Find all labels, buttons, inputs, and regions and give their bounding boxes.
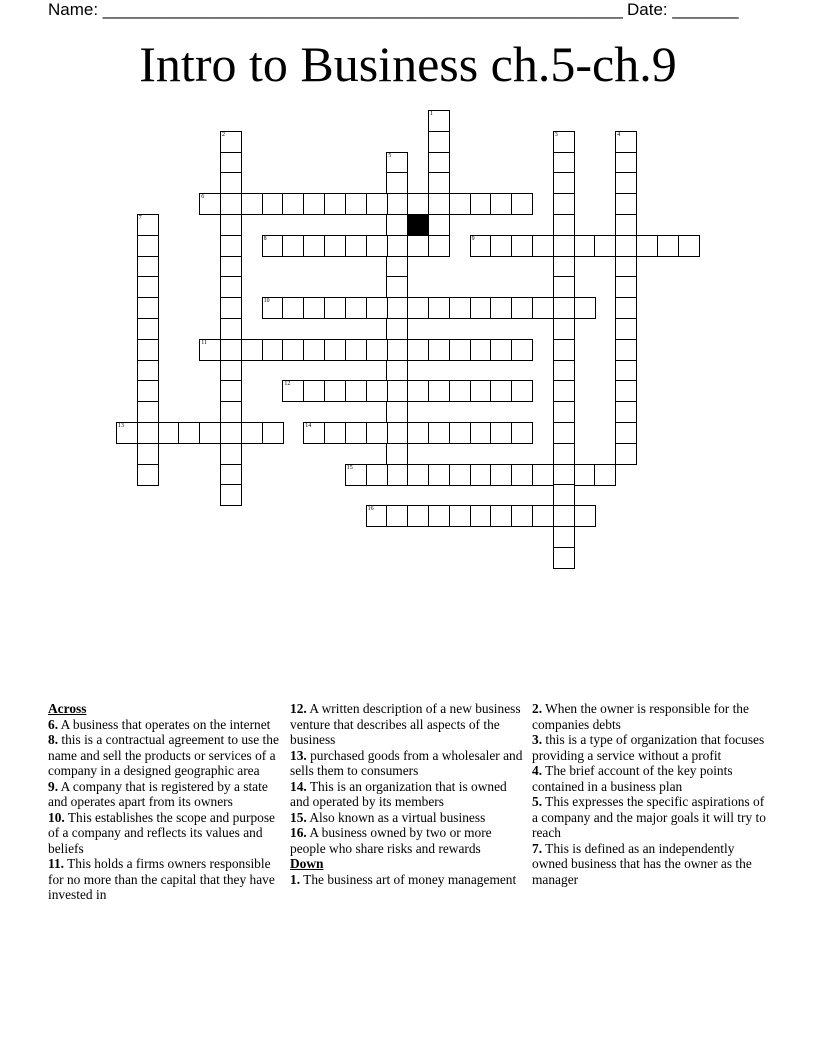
crossword-cell[interactable] [553,276,575,298]
across-heading: Across [48,701,87,716]
crossword-cell[interactable] [428,380,450,402]
crossword-cell[interactable] [490,380,512,402]
down-heading: Down [290,856,324,871]
clue-number: 1 [430,111,433,117]
clue-number: 6 [201,194,205,201]
crossword-cell[interactable] [137,360,159,382]
crossword-cell[interactable] [449,297,471,319]
clue-number: 7 [138,215,142,221]
crossword-cell[interactable] [282,193,304,215]
crossword-cell[interactable] [449,505,471,527]
crossword-cell[interactable] [345,193,367,215]
crossword-cell[interactable] [220,152,242,174]
crossword-cell[interactable] [511,464,533,486]
crossword-cell[interactable] [615,422,637,444]
crossword-cell[interactable] [282,380,304,402]
crossword-cell[interactable] [366,297,388,319]
crossword-cell[interactable] [262,339,284,361]
crossword-cell[interactable] [366,464,388,486]
clue-across-15: 15. Also known as a virtual business [290,809,486,825]
crossword-cell[interactable] [137,443,159,465]
crossword-cell[interactable] [241,339,263,361]
crossword-cell[interactable] [137,339,159,361]
crossword-cell[interactable] [386,193,408,215]
crossword-cell[interactable] [428,422,450,444]
clue-down-6: 7. This is defined as an independently owned business that has the owner as the manager [532,840,752,887]
crossword-cell[interactable] [553,339,575,361]
crossword-cell[interactable] [386,443,408,465]
crossword-cell[interactable] [553,464,575,486]
crossword-cell[interactable] [137,297,159,319]
crossword-cell[interactable] [220,193,242,215]
crossword-cell[interactable] [428,505,450,527]
crossword-cell[interactable] [553,318,575,340]
clue-number: 13 [118,423,124,429]
crossword-cell[interactable] [428,214,450,236]
crossword-cell[interactable] [386,276,408,298]
crossword-cell[interactable] [449,193,471,215]
crossword-cell[interactable] [158,422,180,444]
crossword-cell[interactable] [615,380,637,402]
crossword-cell[interactable] [324,380,346,402]
crossword-cell[interactable] [428,152,450,174]
crossword-cell[interactable] [366,235,388,257]
crossword-cell[interactable] [511,505,533,527]
crossword-cell[interactable] [386,380,408,402]
crossword-cell[interactable] [428,464,450,486]
crossword-cell[interactable] [490,193,512,215]
clue-across-11: 11. This holds a firms owners responsible for no more than the capital that they have invested in [48,856,275,902]
crossword-cell[interactable] [137,235,159,257]
crossword-cell[interactable] [366,422,388,444]
crossword-cell[interactable] [553,526,575,548]
crossword-cell[interactable] [511,339,533,361]
crossword-cell[interactable] [490,339,512,361]
crossword-cell[interactable] [470,339,492,361]
crossword-cell[interactable] [407,505,429,527]
crossword-cell[interactable] [345,235,367,257]
crossword-cell[interactable] [407,339,429,361]
crossword-cell[interactable] [553,422,575,444]
crossword-cell[interactable] [407,464,429,486]
crossword-cell[interactable] [553,235,575,257]
crossword-cell[interactable] [199,422,221,444]
crossword-cell[interactable] [615,401,637,423]
crossword-cell[interactable] [303,422,325,444]
crossword-cell[interactable] [303,297,325,319]
crossword-cell[interactable] [220,360,242,382]
clue-down-4: 4. The brief account of the key points contained in a business plan [532,763,733,794]
crossword-cell[interactable] [220,464,242,486]
clue-down-5: 5. This expresses the specific aspirations of a company and the major goals it will try to reach [532,794,766,840]
crossword-cell[interactable] [615,318,637,340]
crossword-cell[interactable] [553,131,575,153]
clue-number: 10 [263,298,270,305]
crossword-cell[interactable] [449,380,471,402]
crossword-cell[interactable] [137,422,159,444]
crossword-cell[interactable] [220,380,242,402]
crossword-cell[interactable] [511,380,533,402]
clue-across-13: 13. purchased goods from a wholesaler and sells them to consumers [290,747,523,778]
clue-down-3: 3. this is a type of organization that focuses providing a service without a profit [532,732,765,763]
crossword-cell[interactable] [470,193,492,215]
crossword-cell[interactable] [490,422,512,444]
crossword-cell[interactable] [366,380,388,402]
crossword-cell[interactable] [220,443,242,465]
crossword-cell[interactable] [241,422,263,444]
crossword-cell[interactable] [615,152,637,174]
black-square [407,214,429,236]
clue-down-2: 2. When the owner is responsible for the companies debts [532,701,749,732]
crossword-cell[interactable] [366,193,388,215]
crossword-cell[interactable] [366,339,388,361]
crossword-cell[interactable] [511,422,533,444]
page-title: Intro to Business ch.5-ch.9 [139,36,677,92]
crossword-cell[interactable] [532,297,554,319]
crossword-cell[interactable] [386,401,408,423]
clue-across-8: 8. this is a contractual agreement to use the name and sell the products or services of a company in a designed geographic area [48,732,279,778]
clue-number: 14 [305,423,312,429]
crossword-cell[interactable] [137,464,159,486]
crossword-cell[interactable] [262,235,284,257]
crossword-cell[interactable] [137,214,159,236]
clue-across-14: 14. This is an organization that is owned and operated by its members [290,778,507,809]
crossword-cell[interactable] [241,193,263,215]
clue-number: 2 [222,131,225,138]
crossword-cell[interactable] [490,464,512,486]
crossword-cell[interactable] [386,214,408,236]
crossword-cell[interactable] [407,422,429,444]
clue-across-16: 16. A business owned by two or more people who share risks and rewards [290,825,492,856]
crossword-cell[interactable] [345,339,367,361]
crossword-cell[interactable] [657,235,679,257]
crossword-cell[interactable] [345,297,367,319]
crossword-cell[interactable] [345,464,367,486]
clues-column-3 [532,701,768,887]
crossword-cell[interactable] [574,297,596,319]
crossword-cell[interactable] [428,339,450,361]
crossword-cell[interactable] [407,380,429,402]
crossword-cell[interactable] [386,297,408,319]
crossword-cell[interactable] [615,214,637,236]
crossword-cell[interactable] [470,235,492,257]
crossword-cell[interactable] [386,360,408,382]
crossword-cell[interactable] [532,505,554,527]
crossword-cell[interactable] [386,318,408,340]
crossword-cell[interactable] [199,339,221,361]
crossword-cell[interactable] [574,235,596,257]
crossword-cell[interactable] [553,401,575,423]
clue-number: 16 [367,506,374,513]
crossword-cell[interactable] [137,256,159,278]
crossword-cell[interactable] [220,172,242,194]
crossword-cell[interactable] [282,297,304,319]
crossword-cell[interactable] [449,339,471,361]
crossword-cell[interactable] [615,193,637,215]
crossword-cell[interactable] [470,464,492,486]
crossword-cell[interactable] [553,547,575,569]
crossword-cell[interactable] [407,193,429,215]
crossword-cell[interactable] [199,193,221,215]
crossword-cell[interactable] [386,235,408,257]
crossword-cell[interactable] [303,235,325,257]
crossword-cell[interactable] [574,464,596,486]
crossword-cell[interactable] [220,297,242,319]
crossword-cell[interactable] [386,422,408,444]
crossword-cell[interactable] [262,297,284,319]
crossword-cell[interactable] [428,172,450,194]
crossword-cell[interactable] [386,256,408,278]
crossword-cell[interactable] [407,297,429,319]
crossword-cell[interactable] [636,235,658,257]
crossword-cell[interactable] [615,297,637,319]
crossword-cell[interactable] [449,422,471,444]
crossword-cell[interactable] [678,235,700,257]
clue-number: 5 [388,152,392,159]
crossword-cell[interactable] [470,422,492,444]
crossword-cell[interactable] [470,297,492,319]
crossword-cell[interactable] [220,235,242,257]
crossword-cell[interactable] [594,235,616,257]
crossword-cell[interactable] [428,131,450,153]
crossword-cell[interactable] [220,339,242,361]
crossword-cell[interactable] [282,235,304,257]
crossword-cell[interactable] [220,256,242,278]
clue-across-9: 9. A company that is registered by a state and operates apart from its owners [48,778,268,809]
clue-number: 12 [284,381,291,388]
crossword-cell[interactable] [386,172,408,194]
crossword-cell[interactable] [220,214,242,236]
crossword-cell[interactable] [282,339,304,361]
crossword-cell[interactable] [303,380,325,402]
crossword-cell[interactable] [449,464,471,486]
crossword-cell[interactable] [553,152,575,174]
crossword-cell[interactable] [615,360,637,382]
crossword-cell[interactable] [511,193,533,215]
crossword-cell[interactable] [553,484,575,506]
crossword-cell[interactable] [553,193,575,215]
crossword-cell[interactable] [490,505,512,527]
clue-across-12: 12. A written description of a new business venture that describes all aspects of the business [290,701,521,747]
crossword-cell[interactable] [324,297,346,319]
crossword-cell[interactable] [220,422,242,444]
date-label: Date: _______ [627,0,739,19]
crossword-cell[interactable] [490,297,512,319]
crossword-cell[interactable] [532,464,554,486]
clue-number: 3 [554,131,558,138]
crossword-cell[interactable] [490,235,512,257]
crossword-cell[interactable] [137,318,159,340]
crossword-cell[interactable] [428,110,450,132]
crossword-cell[interactable] [511,297,533,319]
name-label: Name: _______________________________________________________ [48,0,623,19]
crossword-cell[interactable] [262,422,284,444]
crossword-cell[interactable] [345,422,367,444]
crossword-cell[interactable] [553,172,575,194]
crossword-cell[interactable] [574,505,596,527]
clue-number: 15 [346,464,353,471]
crossword-cell[interactable] [178,422,200,444]
crossword-cell[interactable] [303,193,325,215]
crossword-cell[interactable] [386,464,408,486]
crossword-cell[interactable] [303,339,325,361]
crossword-cell[interactable] [470,505,492,527]
crossword-cell[interactable] [220,401,242,423]
clue-number: 8 [263,235,267,242]
clue-number: 4 [617,131,621,138]
crossword-cell[interactable] [553,443,575,465]
crossword-cell[interactable] [386,505,408,527]
clue-across-10: 10. This establishes the scope and purpose of a company and reflects its values and beliefs [48,809,275,856]
crossword-cell[interactable] [345,380,367,402]
crossword-cell[interactable] [615,172,637,194]
crossword-cell[interactable] [220,276,242,298]
crossword-cell[interactable] [615,131,637,153]
crossword-cell[interactable] [553,360,575,382]
crossword-cell[interactable] [407,235,429,257]
crossword-cell[interactable] [594,464,616,486]
clue-across-6: 6. A business that operates on the internet [48,716,271,732]
crossword-cell[interactable] [553,380,575,402]
crossword-cell[interactable] [366,505,388,527]
crossword-cell[interactable] [324,422,346,444]
crossword-cell[interactable] [386,152,408,174]
crossword-cell[interactable] [324,193,346,215]
crossword-cell[interactable] [220,484,242,506]
crossword-cell[interactable] [386,339,408,361]
clue-number: 11 [201,339,207,346]
crossword-cell[interactable] [511,235,533,257]
crossword-cell[interactable] [116,422,138,444]
crossword-cell[interactable] [428,297,450,319]
crossword-cell[interactable] [220,131,242,153]
crossword-cell[interactable] [553,505,575,527]
clues-column-1 [48,701,284,903]
clue-number: 9 [471,235,475,242]
crossword-cell[interactable] [137,380,159,402]
crossword-cell[interactable] [615,443,637,465]
crossword-cell[interactable] [262,193,284,215]
crossword-cell[interactable] [137,401,159,423]
crossword-cell[interactable] [553,214,575,236]
crossword-cell[interactable] [532,235,554,257]
crossword-cell[interactable] [324,235,346,257]
crossword-cell[interactable] [137,276,159,298]
crossword-cell[interactable] [470,380,492,402]
clues-column-2 [290,701,526,887]
crossword-cell[interactable] [553,256,575,278]
clue-down-1: 1. The business art of money management [290,871,517,887]
crossword-cell[interactable] [220,318,242,340]
crossword-cell[interactable] [615,235,637,257]
crossword-cell[interactable] [615,276,637,298]
crossword-cell[interactable] [615,339,637,361]
crossword-cell[interactable] [615,256,637,278]
crossword-cell[interactable] [428,235,450,257]
crossword-cell[interactable] [553,297,575,319]
crossword-cell[interactable] [324,339,346,361]
crossword-cell[interactable] [428,193,450,215]
